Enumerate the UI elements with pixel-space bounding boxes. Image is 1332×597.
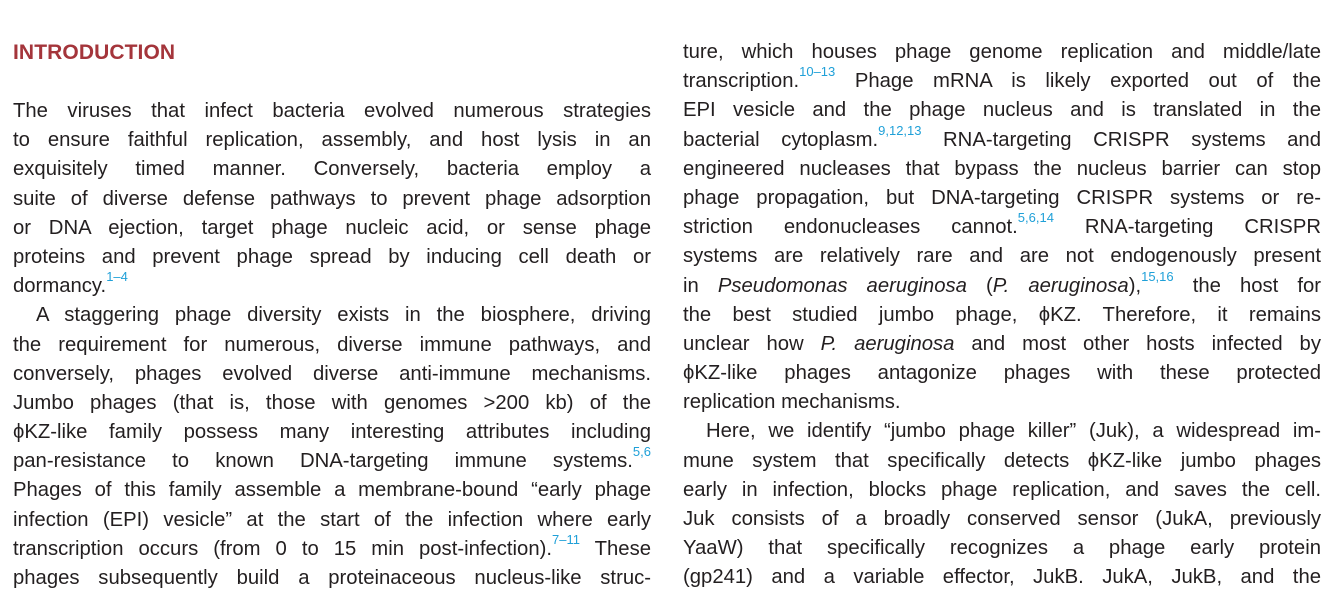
line-text: ϕKZ-like phages antagonize phages with these protected <box>683 362 1321 385</box>
left-text-line <box>13 155 651 184</box>
italic-term: P. aeruginosa <box>992 274 1129 297</box>
left-text-line <box>13 476 651 505</box>
left-text-line <box>13 97 651 126</box>
line-text: unclear how <box>683 332 821 355</box>
line-text: mune system that specifically detects ϕKZ-like jumbo phages <box>683 449 1321 472</box>
line-text: the requirement for numerous, diverse immune pathways, and <box>13 333 651 356</box>
left-text-line <box>13 360 651 389</box>
line-text: phages subsequently build a proteinaceous nucleus-like struc- <box>13 567 651 589</box>
left-text-line <box>13 444 651 476</box>
line-text: and most other hosts infected by <box>954 332 1321 355</box>
line-text: systems are relatively rare and are not endogenously present <box>683 245 1321 268</box>
line-text: ϕKZ-like family possess many interesting attributes including <box>13 421 651 444</box>
citation-ref[interactable]: 1–4 <box>106 269 128 285</box>
line-text: (gp241) and a variable effector, JukB. JukA, JukB, and the <box>683 566 1321 589</box>
line-text: engineered nucleases that bypass the nucleus barrier can stop <box>683 157 1321 180</box>
left-text-line <box>13 418 651 447</box>
left-text-line <box>13 214 651 243</box>
section-heading: INTRODUCTION <box>13 41 176 64</box>
right-text-line <box>683 330 1321 359</box>
line-text: Jumbo phages (that is, those with genomes >200 kb) of the <box>13 391 651 414</box>
line-text: Phage mRNA is likely exported out of the <box>835 70 1321 93</box>
italic-term: P. aeruginosa <box>820 332 955 355</box>
right-text-line <box>683 505 1321 534</box>
line-text: RNA-targeting CRISPR systems and <box>921 128 1321 151</box>
line-text: transcription. <box>683 70 800 93</box>
line-text: in <box>683 274 718 297</box>
line-text: The viruses that infect bacteria evolved numerous strategies <box>13 100 651 122</box>
right-text-line <box>683 38 1321 67</box>
right-column <box>683 38 1321 593</box>
citation-ref[interactable]: 5,6 <box>632 444 651 460</box>
line-text: phage propagation, but DNA-targeting CRISPR systems or re- <box>683 186 1321 209</box>
line-text: Juk consists of a broadly conserved sensor (JukA, previously <box>683 508 1321 530</box>
line-text: conversely, phages evolved diverse anti-immune mechanisms. <box>13 362 651 385</box>
left-text-line <box>13 532 651 564</box>
left-text-line <box>13 506 651 535</box>
citation-ref[interactable]: 9,12,13 <box>878 122 922 138</box>
line-text: dormancy. <box>13 275 107 298</box>
right-text-line <box>683 64 1321 96</box>
line-text: bacterial cytoplasm. <box>683 128 879 151</box>
italic-term: Pseudomonas aeruginosa <box>717 274 967 297</box>
line-text: YaaW) that specifically recognizes a phage early protein <box>683 537 1321 560</box>
line-text: the host for <box>1173 274 1322 297</box>
right-text-line <box>683 476 1321 505</box>
left-text-line <box>13 269 651 301</box>
line-text: exquisitely timed manner. Conversely, bacteria employ a <box>13 158 651 181</box>
citation-ref[interactable]: 5,6,14 <box>1017 210 1054 226</box>
left-text-line <box>13 243 651 272</box>
left-text-line <box>13 564 651 593</box>
line-text: EPI vesicle and the phage nucleus and is translated in the <box>683 99 1321 122</box>
line-text: ( <box>966 274 993 297</box>
right-text-line <box>683 155 1321 184</box>
line-text: infection (EPI) vesicle” at the start of the infection where early <box>13 508 651 531</box>
citation-ref[interactable]: 7–11 <box>552 532 580 548</box>
left-text-line <box>13 301 651 330</box>
left-text-line <box>13 126 651 155</box>
left-text-line <box>13 185 651 214</box>
citation-ref[interactable]: 15,16 <box>1141 268 1174 284</box>
line-text: A staggering phage diversity exists in the biosphere, driving <box>36 304 651 327</box>
right-text-line <box>683 417 1321 446</box>
line-text: replication mechanisms. <box>683 391 901 414</box>
line-text: ture, which houses phage genome replication and middle/late <box>683 41 1321 63</box>
right-text-line <box>683 563 1321 592</box>
line-text: pan-resistance to known DNA-targeting immune systems. <box>13 450 633 473</box>
right-text-line <box>683 301 1321 330</box>
line-text: early in infection, blocks phage replication, and saves the cell. <box>683 478 1321 501</box>
right-text-line <box>683 268 1322 301</box>
right-text-line <box>683 242 1321 271</box>
right-text-line <box>683 122 1321 155</box>
line-text: to ensure faithful replication, assembly, and host lysis in an <box>13 129 651 152</box>
left-text-line <box>13 331 651 360</box>
right-text-line <box>683 184 1321 213</box>
line-text: the best studied jumbo phage, ϕKZ. Therefore, it remains <box>683 303 1321 326</box>
right-text-line <box>683 359 1321 388</box>
line-text: suite of diverse defense pathways to prevent phage adsorption <box>13 187 651 210</box>
right-text-line <box>683 96 1321 125</box>
left-text-line <box>13 389 651 418</box>
line-text: transcription occurs (from 0 to 15 min post-infection). <box>13 537 553 560</box>
right-text-line <box>683 447 1321 476</box>
line-text: Here, we identify “jumbo phage killer” (Juk), a widespread im- <box>706 420 1321 443</box>
line-text: Phages of this family assemble a membrane-bound “early phage <box>13 479 651 502</box>
citation-ref[interactable]: 10–13 <box>799 64 836 80</box>
line-text: These <box>579 537 651 560</box>
right-text-line <box>683 534 1321 563</box>
left-column-lines <box>13 97 651 593</box>
line-text: striction endonucleases cannot. <box>683 216 1018 239</box>
right-column-lines <box>683 38 1321 593</box>
line-text: or DNA ejection, target phage nucleic acid, or sense phage <box>13 216 651 239</box>
right-text-line <box>683 388 1321 417</box>
line-text: proteins and prevent phage spread by inducing cell death or <box>13 245 651 268</box>
line-text: ), <box>1128 274 1142 297</box>
right-text-line <box>683 210 1321 242</box>
line-text: RNA-targeting CRISPR <box>1053 216 1321 239</box>
